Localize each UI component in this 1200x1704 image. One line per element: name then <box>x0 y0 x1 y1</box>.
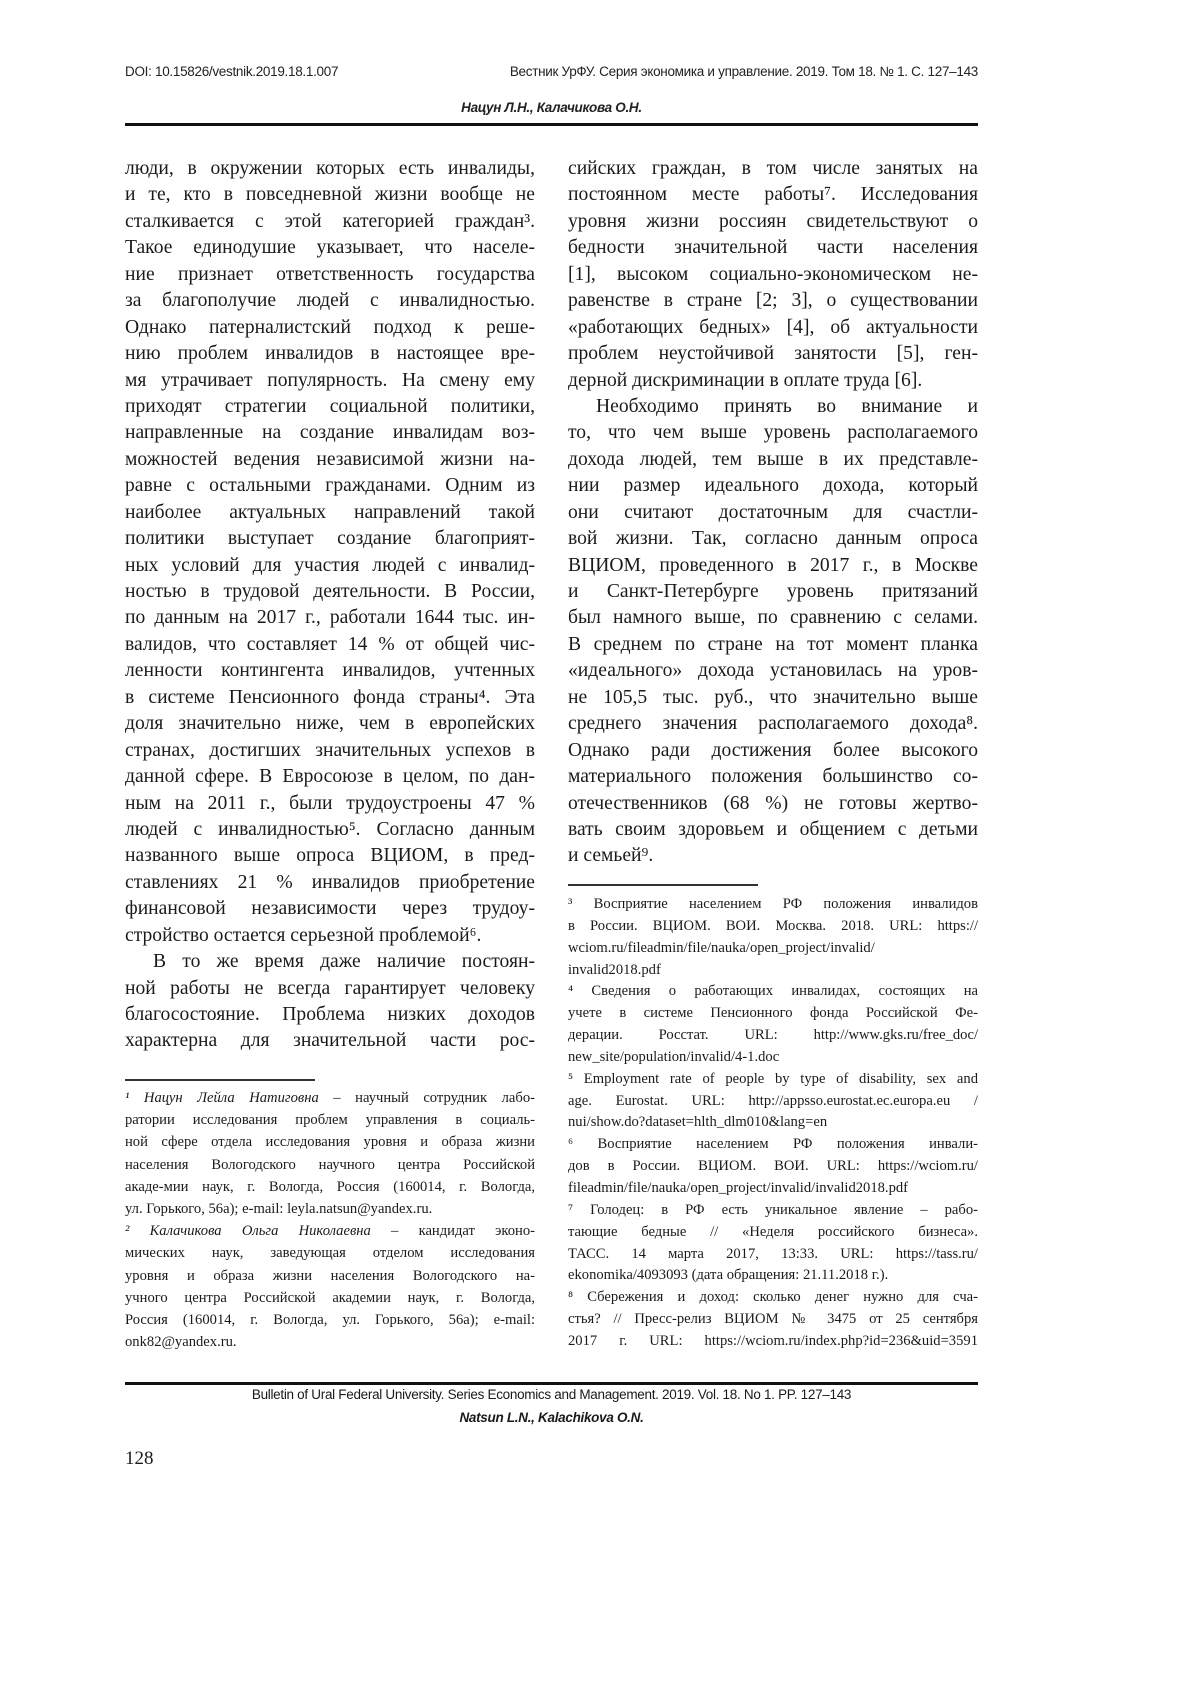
text-line: валидов, что составляет 14 % от общей чис- <box>125 632 535 658</box>
text-line: В среднем по стране на тот момент планка <box>568 632 978 658</box>
text-line: [1], высоком социально-экономическом не- <box>568 262 978 288</box>
text-line: в системе Пенсионного фонда страны⁴. Эта <box>125 685 535 711</box>
text-line: населения Вологодского научного центра Российской <box>125 1154 535 1176</box>
text-line: ⁵ Employment rate of people by type of disability, sex and <box>568 1069 978 1091</box>
text-line: нии размер идеального дохода, который <box>568 473 978 499</box>
text-line: в России. ВЦИОМ. ВОИ. Москва. 2018. URL: https:// <box>568 916 978 938</box>
text-line: 2017 г. URL: https://wciom.ru/index.php?id=236&uid=3591 <box>568 1331 978 1353</box>
text-line: тающие бедные // «Неделя российского бизнеса». <box>568 1222 978 1244</box>
text-line: они считают достаточным для счастли- <box>568 500 978 526</box>
text-line: ekonomika/4093093 (дата обращения: 21.11.2018 г.). <box>568 1265 978 1287</box>
text-line: наиболее актуальных направлений такой <box>125 500 535 526</box>
text-line: уровня и образа жизни населения Вологодского на- <box>125 1265 535 1287</box>
footnote-text: – научный сотрудник лабо- <box>319 1090 535 1106</box>
text-line: ³ Восприятие населением РФ положения инвалидов <box>568 894 978 916</box>
text-line: приходят стратегии социальной политики, <box>125 394 535 420</box>
text-line: «работающих бедных» [4], об актуальности <box>568 315 978 341</box>
text-line: ул. Горького, 56а); e-mail: leyla.natsun@yandex.ru. <box>125 1198 535 1220</box>
text-line: ТАСС. 14 марта 2017, 13:33. URL: https://tass.ru/ <box>568 1244 978 1266</box>
text-line: nui/show.do?dataset=hlth_dlm010&lang=en <box>568 1112 978 1134</box>
text-line: onk82@yandex.ru. <box>125 1331 535 1353</box>
text-line: ⁶ Восприятие населением РФ положения инвали- <box>568 1134 978 1156</box>
text-line: учного центра Российской академии наук, г. Вологда, <box>125 1287 535 1309</box>
right-column <box>568 156 978 870</box>
text-line: люди, в окружении которых есть инвалиды, <box>125 156 535 182</box>
footnote-author-name: ¹ Нацун Лейла Натиговна <box>125 1090 319 1106</box>
text-line: учете в системе Пенсионного фонда Российской Фе- <box>568 1003 978 1025</box>
text-line: invalid2018.pdf <box>568 960 978 982</box>
text-line: бедности значительной части населения <box>568 235 978 261</box>
journal-citation: Вестник УрФУ. Серия экономика и управление. 2019. Том 18. № 1. С. 127–143 <box>510 64 978 79</box>
text-line: можностей ведения независимой жизни на- <box>125 447 535 473</box>
text-line: и те, кто в повседневной жизни вообще не <box>125 182 535 208</box>
text-line: среднего значения располагаемого дохода⁸. <box>568 711 978 737</box>
text-line: акаде-мии наук, г. Вологда, Россия (160014, г. Вологда, <box>125 1176 535 1198</box>
footer-journal: Bulletin of Ural Federal University. Series Economics and Management. 2019. Vol. 18. No 1. PP. 127–143 <box>125 1387 978 1402</box>
text-line: названного выше опроса ВЦИОМ, в пред- <box>125 843 535 869</box>
footnote-author-name: ² Калачикова Ольга Николаевна <box>125 1223 371 1239</box>
doi: DOI: 10.15826/vestnik.2019.18.1.007 <box>125 64 338 79</box>
text-line: людей с инвалидностью⁵. Согласно данным <box>125 817 535 843</box>
text-line <box>125 1220 535 1242</box>
text-line: уровня жизни россиян свидетельствуют о <box>568 209 978 235</box>
text-line: ным на 2011 г., были трудоустроены 47 % <box>125 791 535 817</box>
text-line: и Санкт-Петербурге уровень притязаний <box>568 579 978 605</box>
text-line: ⁸ Сбережения и доход: сколько денег нужно для сча- <box>568 1287 978 1309</box>
text-line: ⁴ Сведения о работающих инвалидах, состоящих на <box>568 981 978 1003</box>
text-line: то, что чем выше уровень располагаемого <box>568 420 978 446</box>
text-line: ВЦИОМ, проведенного в 2017 г., в Москве <box>568 553 978 579</box>
text-line: дерной дискриминации в оплате труда [6]. <box>568 368 978 394</box>
text-line: ных условий для участия людей с инвалид- <box>125 553 535 579</box>
text-line: стья? // Пресс-релиз ВЦИОМ № 3475 от 25 сентября <box>568 1309 978 1331</box>
text-line: дов в России. ВЦИОМ. ВОИ. URL: https://wciom.ru/ <box>568 1156 978 1178</box>
header-rule <box>125 123 978 126</box>
text-line: new_site/population/invalid/4-1.doc <box>568 1047 978 1069</box>
text-line: ной работы не всегда гарантирует человеку <box>125 976 535 1002</box>
text-line: дохода людей, тем выше в их представле- <box>568 447 978 473</box>
text-line: ние признает ответственность государства <box>125 262 535 288</box>
text-line: за благополучие людей с инвалидностью. <box>125 288 535 314</box>
text-line: финансовой независимости через трудоу- <box>125 896 535 922</box>
text-line: Однако патерналистский подход к реше- <box>125 315 535 341</box>
text-line: Россия (160014, г. Вологда, ул. Горького, 56а); e-mail: <box>125 1309 535 1331</box>
text-line: проблем неустойчивой занятости [5], ген- <box>568 341 978 367</box>
left-footnotes <box>125 1087 535 1353</box>
footnote-separator <box>568 884 758 886</box>
text-line: «идеального» дохода установилась на уров- <box>568 658 978 684</box>
text-line: age. Eurostat. URL: http://appsso.eurostat.ec.europa.eu / <box>568 1091 978 1113</box>
left-column <box>125 156 535 1055</box>
text-line: Необходимо принять во внимание и <box>568 394 978 420</box>
text-line: мя утрачивает популярность. На смену ему <box>125 368 535 394</box>
text-line: характерна для значительной части рос- <box>125 1028 535 1054</box>
text-line: данной сфере. В Евросоюзе в целом, по дан- <box>125 764 535 790</box>
text-line: стройство остается серьезной проблемой⁶. <box>125 923 535 949</box>
text-line: дерации. Росстат. URL: http://www.gks.ru/free_doc/ <box>568 1025 978 1047</box>
text-line: вой жизни. Так, согласно данным опроса <box>568 526 978 552</box>
page-number: 128 <box>125 1448 154 1470</box>
text-line: и семьей⁹. <box>568 843 978 869</box>
text-line: ставлениях 21 % инвалидов приобретение <box>125 870 535 896</box>
footnote-text: – кандидат эконо- <box>371 1223 535 1239</box>
running-authors: Нацун Л.Н., Калачикова О.Н. <box>125 100 978 115</box>
text-line: wciom.ru/fileadmin/file/nauka/open_project/invalid/ <box>568 938 978 960</box>
text-line: благосостояние. Проблема низких доходов <box>125 1002 535 1028</box>
text-line: сталкивается с этой категорией граждан³. <box>125 209 535 235</box>
text-line: Однако ради достижения более высокого <box>568 738 978 764</box>
text-line: fileadmin/file/nauka/open_project/invalid/invalid2018.pdf <box>568 1178 978 1200</box>
text-line: политики выступает создание благоприят- <box>125 526 535 552</box>
text-line: доля значительно ниже, чем в европейских <box>125 711 535 737</box>
text-line: сийских граждан, в том числе занятых на <box>568 156 978 182</box>
right-footnotes <box>568 894 978 1353</box>
text-line: В то же время даже наличие постоян- <box>125 949 535 975</box>
footer-authors: Natsun L.N., Kalachikova O.N. <box>125 1410 978 1425</box>
text-line: был намного выше, по сравнению с селами. <box>568 605 978 631</box>
text-line: нию проблем инвалидов в настоящее вре- <box>125 341 535 367</box>
text-line: Такое единодушие указывает, что населе- <box>125 235 535 261</box>
text-line: ностью в трудовой деятельности. В России, <box>125 579 535 605</box>
text-line: мических наук, заведующая отделом исследования <box>125 1242 535 1264</box>
text-line: ⁷ Голодец: в РФ есть уникальное явление – рабо- <box>568 1200 978 1222</box>
text-line: направленные на создание инвалидам воз- <box>125 420 535 446</box>
text-line: ленности контингента инвалидов, учтенных <box>125 658 535 684</box>
text-line: вать своим здоровьем и общением с детьми <box>568 817 978 843</box>
text-line: по данным на 2017 г., работали 1644 тыс. ин- <box>125 605 535 631</box>
text-line: материального положения большинство со- <box>568 764 978 790</box>
text-line: ной сфере отдела исследования уровня и образа жизни <box>125 1131 535 1153</box>
text-line: странах, достигших значительных успехов в <box>125 738 535 764</box>
footnote-separator <box>125 1079 315 1081</box>
text-line <box>125 1087 535 1109</box>
text-line: не 105,5 тыс. руб., что значительно выше <box>568 685 978 711</box>
text-line: равенстве в стране [2; 3], о существовании <box>568 288 978 314</box>
text-line: равне с остальными гражданами. Одним из <box>125 473 535 499</box>
text-line: ратории исследования проблем управления в социаль- <box>125 1109 535 1131</box>
text-line: отечественников (68 %) не готовы жертво- <box>568 791 978 817</box>
text-line: постоянном месте работы⁷. Исследования <box>568 182 978 208</box>
footer-rule <box>125 1382 978 1385</box>
